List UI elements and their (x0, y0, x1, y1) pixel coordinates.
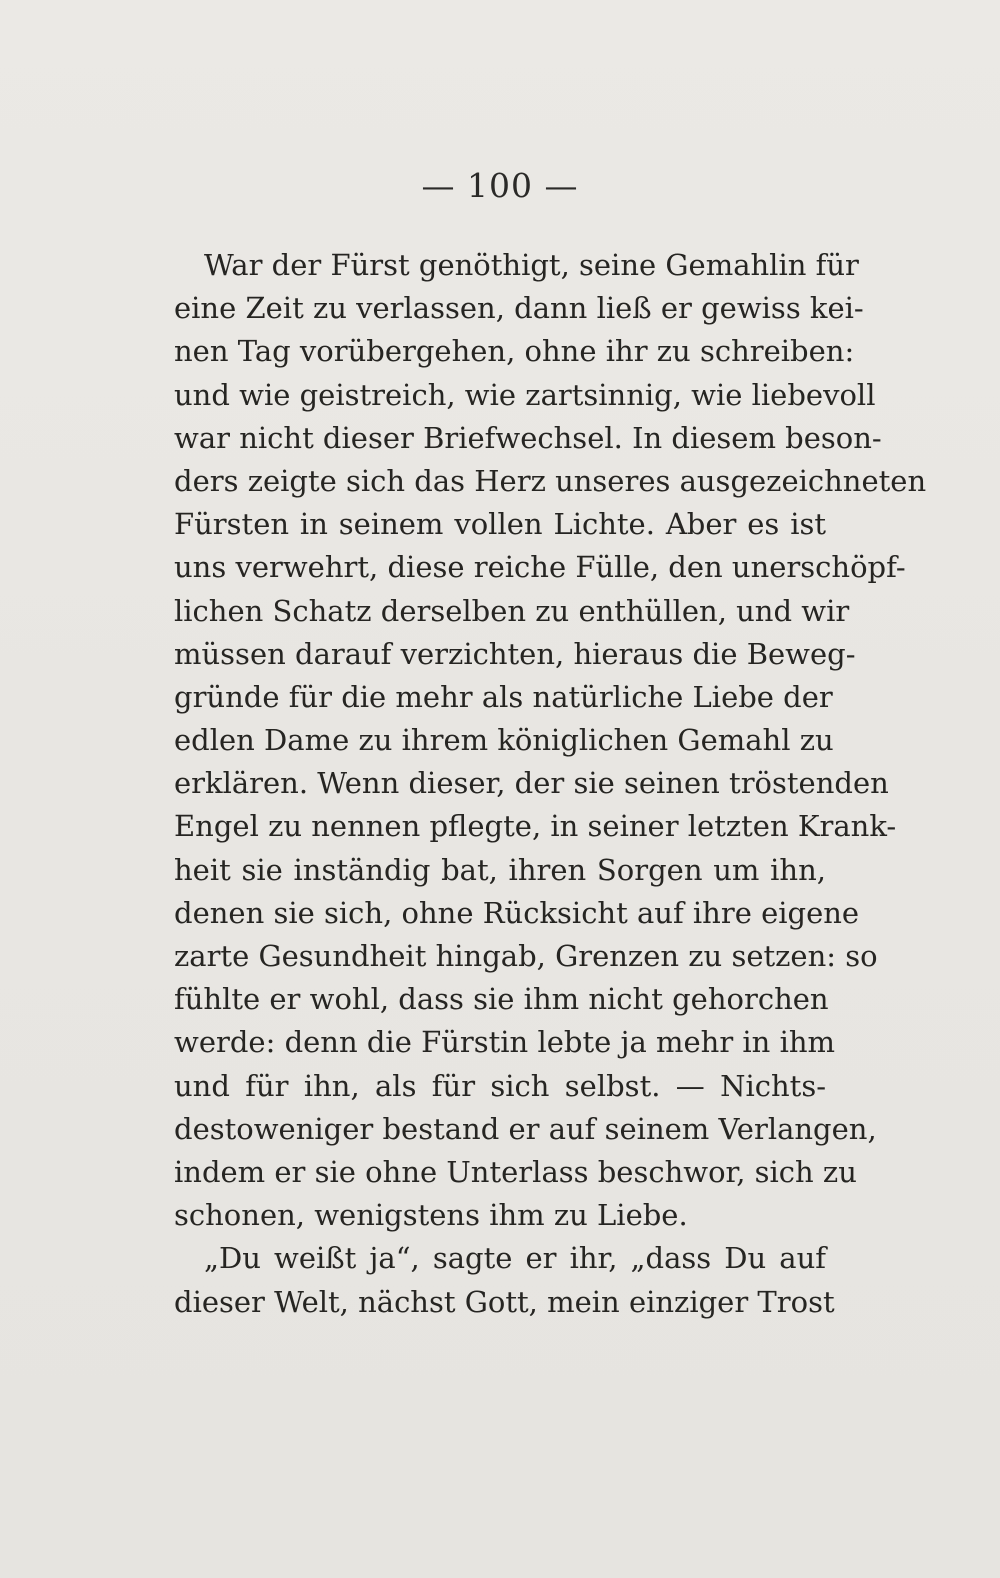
text-line: heit sie inständig bat, ihren Sorgen um ihn, (174, 852, 826, 887)
text-line: edlen Dame zu ihrem königlichen Gemahl zu (174, 723, 834, 758)
text-line: zarte Gesundheit hingab, Grenzen zu setzen: so (174, 939, 878, 973)
text-line: denen sie sich, ohne Rücksicht auf ihre eigene (174, 895, 860, 930)
text-line: destoweniger bestand er auf seinem Verlangen, (174, 1111, 877, 1146)
text-line: Fürsten in seinem vollen Lichte. Aber es ist (174, 507, 826, 542)
text-line: fühlte er wohl, dass sie ihm nicht gehorchen (174, 982, 829, 1017)
text-line: uns verwehrt, diese reiche Fülle, den unerschöpf- (174, 550, 906, 585)
text-line: schonen, wenigstens ihm zu Liebe. (174, 1198, 688, 1233)
text-line: „Du weißt ja“, sagte er ihr, „dass Du auf (204, 1241, 826, 1276)
text-line: und für ihn, als für sich selbst. — Nichts- (174, 1068, 826, 1103)
text-line: eine Zeit zu verlassen, dann ließ er gewiss kei- (174, 291, 864, 326)
text-line: War der Fürst genöthigt, seine Gemahlin für (204, 248, 859, 282)
page-number: — 100 — (421, 166, 579, 205)
text-line: dieser Welt, nächst Gott, mein einziger Trost (174, 1284, 835, 1319)
text-line: nen Tag vorübergehen, ohne ihr zu schreiben: (174, 334, 855, 369)
text-line: und wie geistreich, wie zartsinnig, wie liebevoll (174, 377, 876, 412)
text-line: müssen darauf verzichten, hieraus die Beweg- (174, 636, 856, 671)
text-line: war nicht dieser Briefwechsel. In diesem beson- (174, 420, 882, 455)
text-line: gründe für die mehr als natürliche Liebe der (174, 679, 833, 714)
text-line: Engel zu nennen pflegte, in seiner letzten Krank- (174, 809, 897, 844)
text-line: werde: denn die Fürstin lebte ja mehr in ihm (174, 1025, 836, 1060)
text-line: ders zeigte sich das Herz unseres ausgezeichneten (174, 463, 927, 498)
text-line: lichen Schatz derselben zu enthüllen, und wir (174, 593, 850, 628)
text-line: indem er sie ohne Unterlass beschwor, sich zu (174, 1154, 857, 1189)
body-text (174, 244, 927, 1324)
text-line: erklären. Wenn dieser, der sie seinen tröstenden (174, 766, 889, 801)
